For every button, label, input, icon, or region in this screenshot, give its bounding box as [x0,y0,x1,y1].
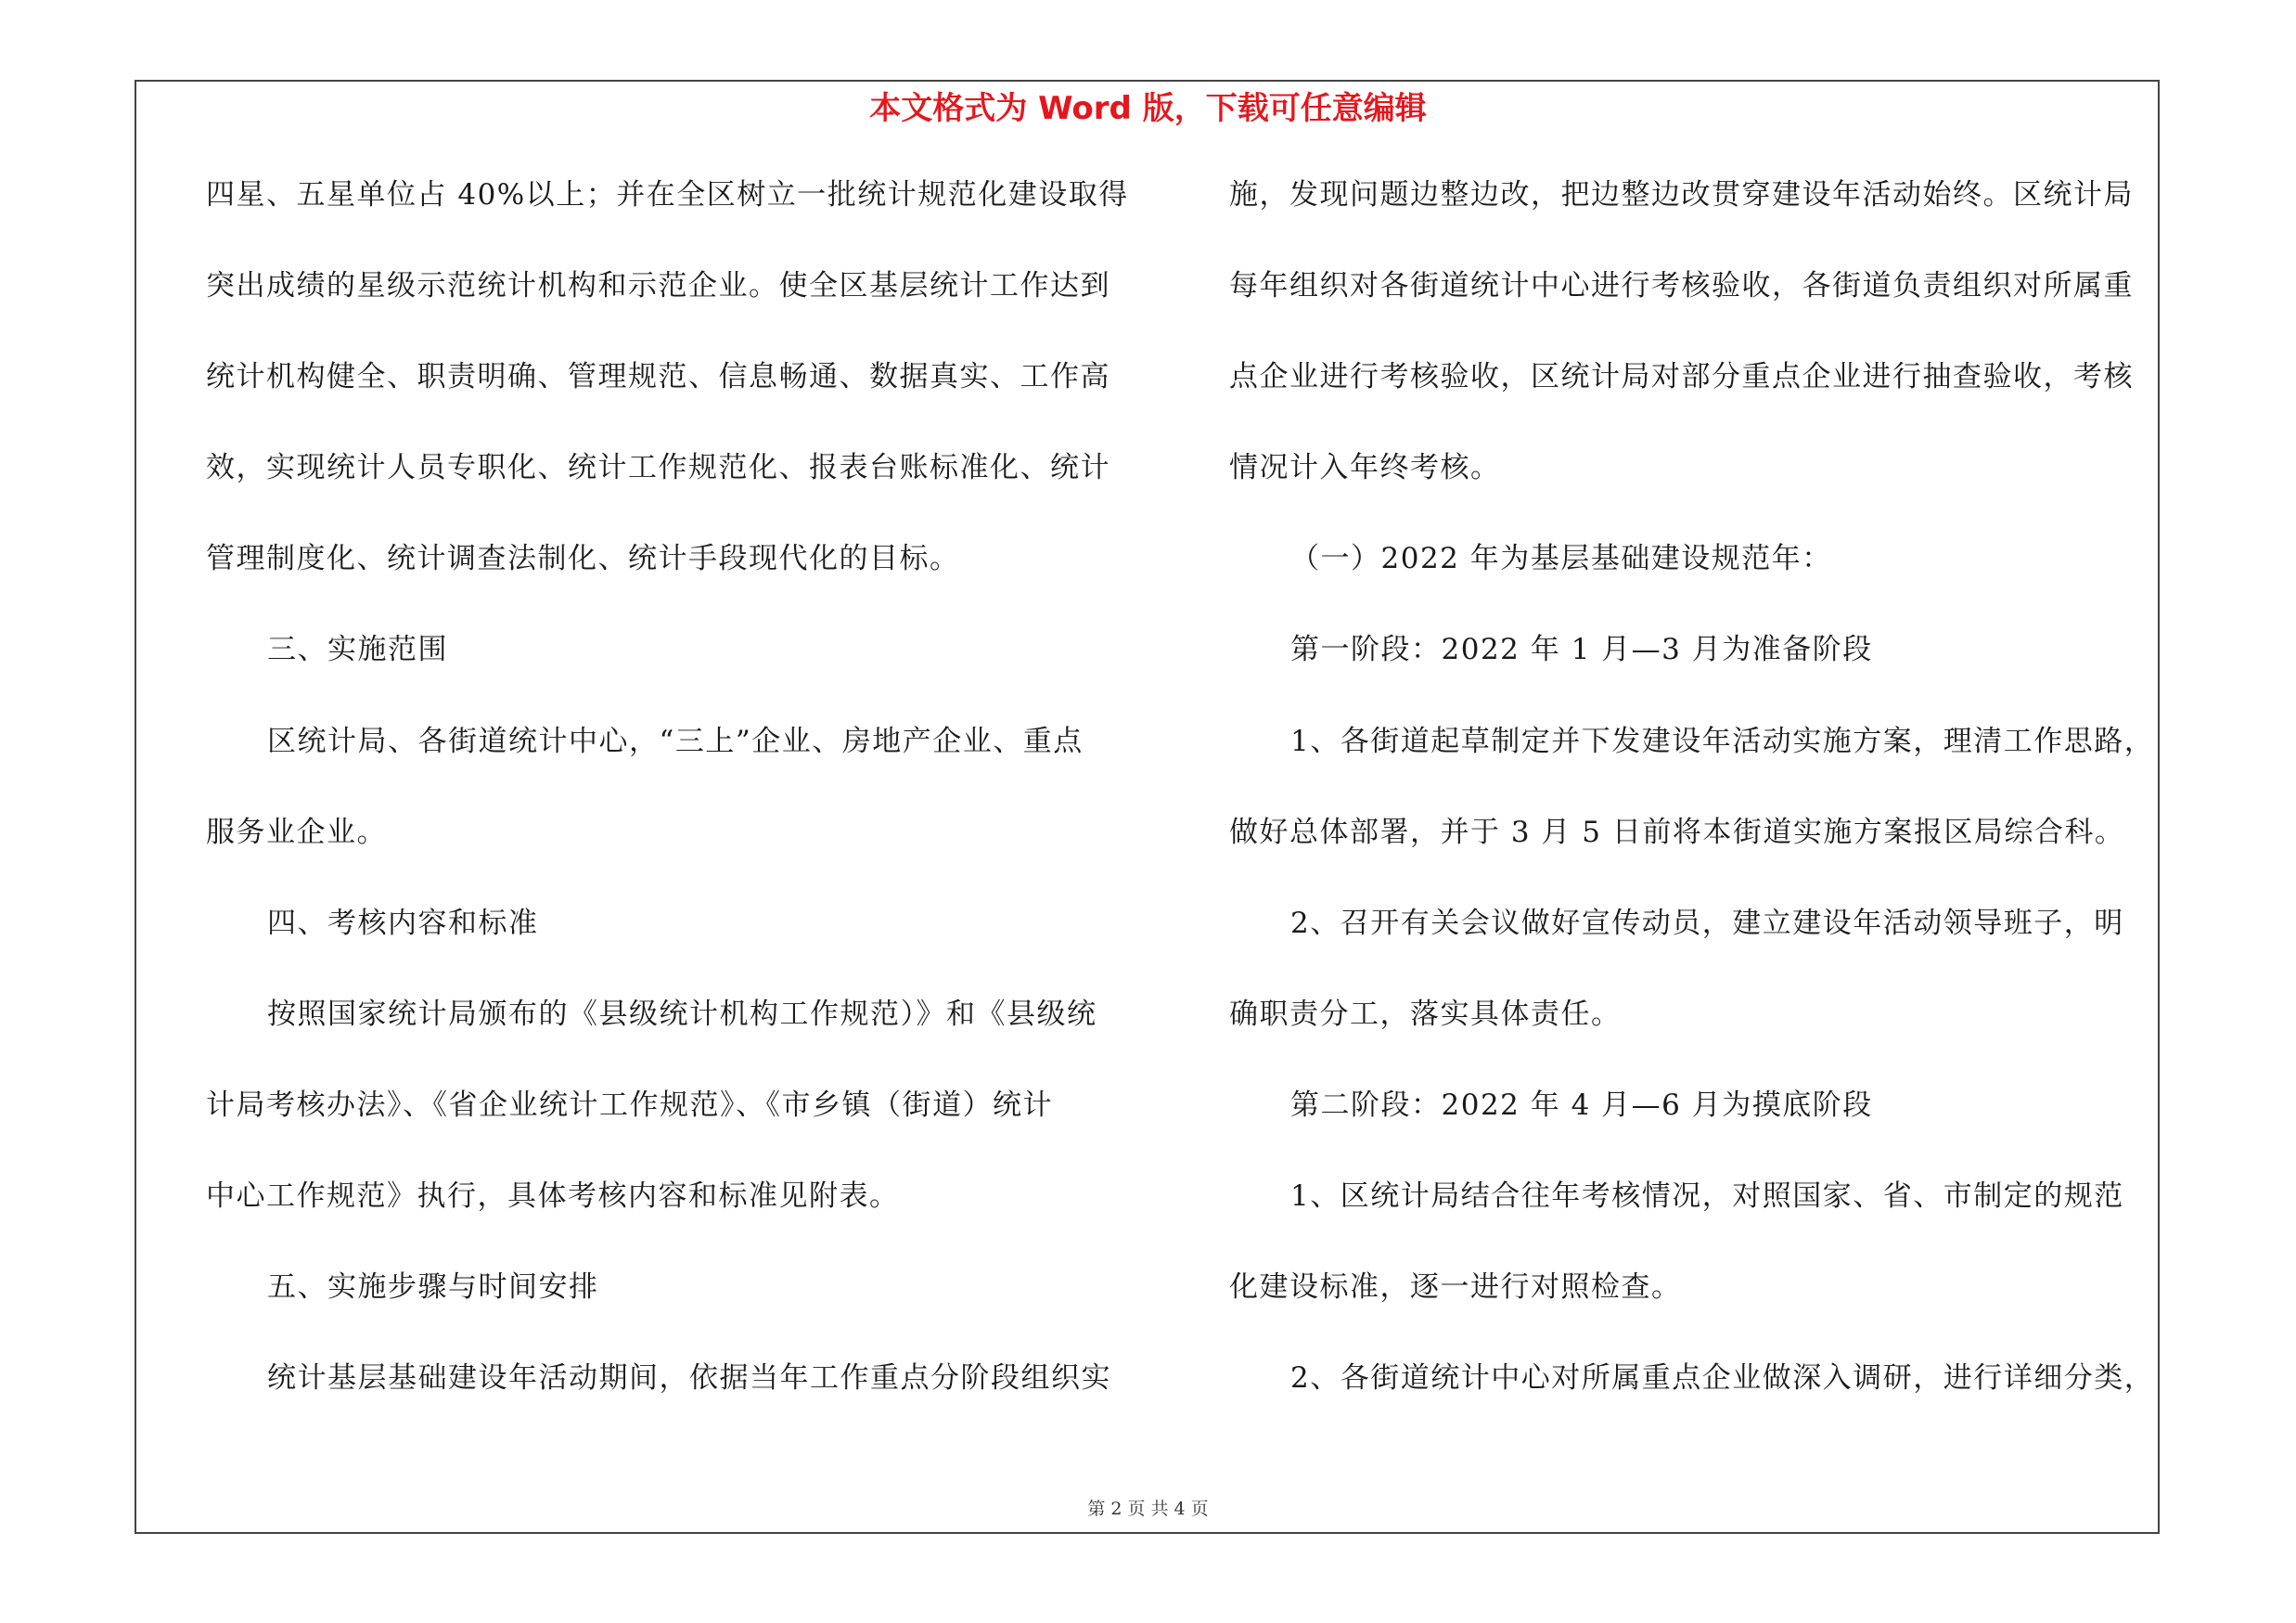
format-notice-banner: 本文格式为 Word 版，下载可任意编辑 [869,90,1427,127]
left-column-line: 计局考核办法》、《省企业统计工作规范》、《市乡镇（街道）统计 [206,1088,1053,1122]
right-column-line: 化建设标准，逐一进行对照检查。 [1229,1270,1682,1305]
left-column-line: 五、实施步骤与时间安排 [267,1270,599,1305]
right-column-line: 2、各街道统计中心对所属重点企业做深入调研，进行详细分类， [1290,1361,2155,1396]
right-column-line: 1、各街道起草制定并下发建设年活动实施方案，理清工作思路， [1290,724,2155,758]
right-column-line: 情况计入年终考核。 [1229,451,1501,485]
right-text-column [1229,176,2175,1450]
left-column-line: 突出成绩的星级示范统计机构和示范企业。使全区基层统计工作达到 [206,269,1110,303]
left-column-line: 三、实施范围 [267,633,448,667]
left-column-line: 管理制度化、统计调查法制化、统计手段现代化的目标。 [206,542,960,576]
left-column-line: 按照国家统计局颁布的《县级统计机构工作规范）》和《县级统 [267,997,1097,1031]
right-column-line: 点企业进行考核验收，区统计局对部分重点企业进行抽查验收，考核 [1229,360,2134,394]
left-column-line: 四、考核内容和标准 [267,906,539,940]
right-column-line: 2、召开有关会议做好宣传动员，建立建设年活动领导班子，明 [1290,906,2124,940]
right-column-line: 1、区统计局结合往年考核情况，对照国家、省、市制定的规范 [1290,1179,2124,1214]
left-column-line: 统计基层基础建设年活动期间，依据当年工作重点分阶段组织实 [267,1361,1111,1396]
left-column-line: 服务业企业。 [206,815,387,849]
left-column-line: 区统计局、各街道统计中心，“三上”企业、房地产企业、重点 [267,724,1084,758]
left-column-line: 中心工作规范》执行，具体考核内容和标准见附表。 [206,1179,900,1214]
page-number-footer: 第 2 页 共 4 页 [1087,1499,1209,1519]
left-column-line: 四星、五星单位占 40%以上；并在全区树立一批统计规范化建设取得 [206,178,1129,212]
left-column-line: 效，实现统计人员专职化、统计工作规范化、报表台账标准化、统计 [206,451,1110,485]
right-column-line: 施，发现问题边整边改，把边整边改贯穿建设年活动始终。区统计局 [1229,178,2134,212]
left-text-column [206,176,1134,1450]
right-column-line: 每年组织对各街道统计中心进行考核验收，各街道负责组织对所属重 [1229,269,2134,303]
right-column-line: 确职责分工，落实具体责任。 [1229,997,1622,1031]
right-column-line: 做好总体部署，并于 3 月 5 日前将本街道实施方案报区局综合科。 [1229,815,2125,849]
right-column-line: （一）2022 年为基层基础建设规范年： [1290,542,1832,576]
left-column-line: 统计机构健全、职责明确、管理规范、信息畅通、数据真实、工作高 [206,360,1110,394]
right-column-line: 第一阶段：2022 年 1 月—3 月为准备阶段 [1290,633,1873,667]
right-column-line: 第二阶段：2022 年 4 月—6 月为摸底阶段 [1290,1088,1873,1122]
